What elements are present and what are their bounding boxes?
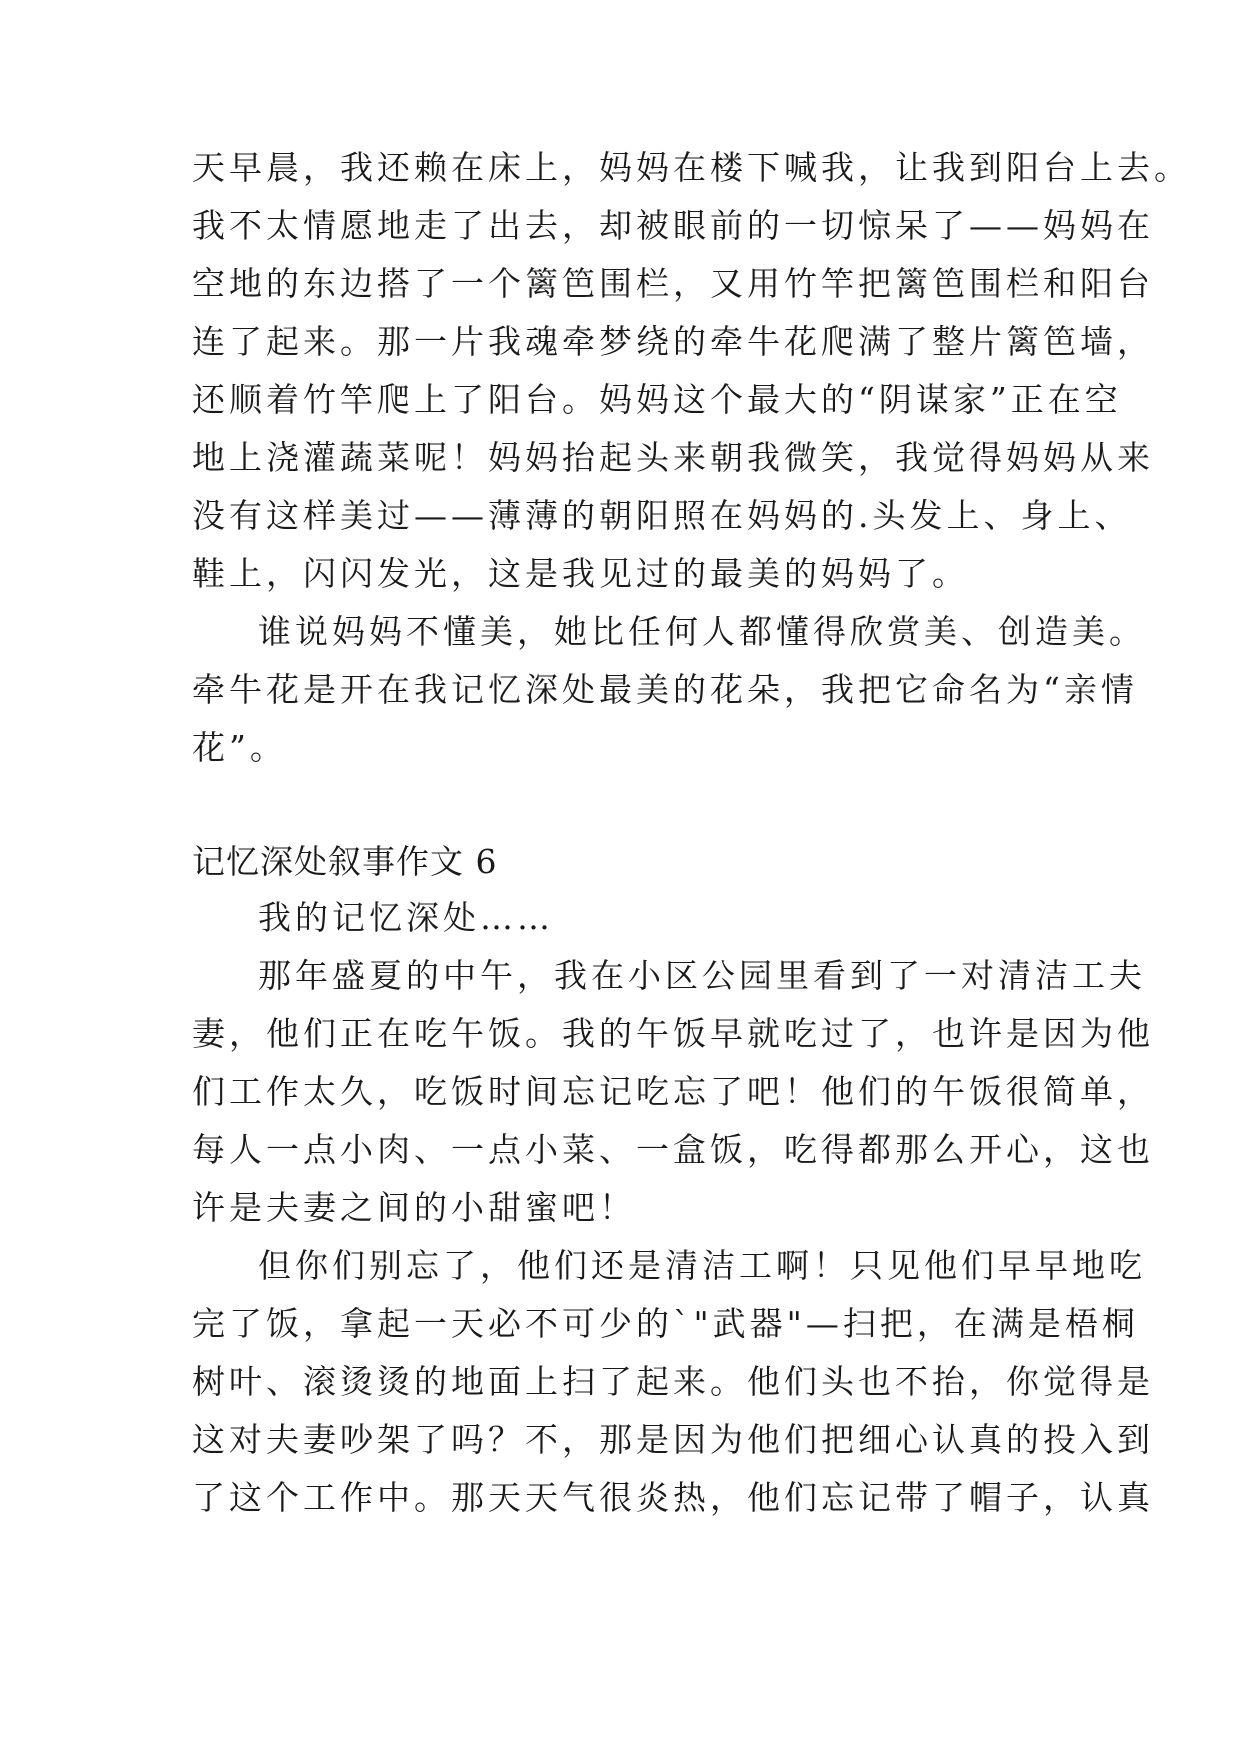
text-line: 妻，他们正在吃午饭。我的午饭早就吃过了，也许是因为他	[192, 1014, 1154, 1053]
text-line: 但你们别忘了，他们还是清洁工啊！只见他们早早地吃	[258, 1246, 1146, 1285]
text-line: 这对夫妻吵架了吗？不，那是因为他们把细心认真的投入到	[192, 1420, 1154, 1459]
text-line: 天早晨，我还赖在床上，妈妈在楼下喊我，让我到阳台上去。	[192, 148, 1191, 187]
text-line: 完了饭，拿起一天必不可少的`"武器"—扫把，在满是梧桐	[192, 1304, 1139, 1343]
text-line: 每人一点小肉、一点小菜、一盒饭，吃得都那么开心，这也	[192, 1130, 1154, 1169]
text-line: 我不太情愿地走了出去，却被眼前的一切惊呆了——妈妈在	[192, 206, 1154, 245]
text-line: 地上浇灌蔬菜呢！妈妈抬起头来朝我微笑，我觉得妈妈从来	[192, 438, 1154, 477]
text-line: 许是夫妻之间的小甜蜜吧！	[192, 1188, 636, 1227]
text-line: 谁说妈妈不懂美，她比任何人都懂得欣赏美、创造美。	[258, 612, 1146, 651]
text-line: 那年盛夏的中午，我在小区公园里看到了一对清洁工夫	[258, 956, 1146, 995]
text-line: 了这个工作中。那天天气很炎热，他们忘记带了帽子，认真	[192, 1478, 1154, 1517]
text-line: 我的记忆深处……	[258, 898, 554, 937]
text-line: 还顺着竹竿爬上了阳台。妈妈这个最大的“阴谋家”正在空	[192, 380, 1122, 419]
text-line: 连了起来。那一片我魂牵梦绕的牵牛花爬满了整片篱笆墙，	[192, 322, 1154, 361]
text-line: 空地的东边搭了一个篱笆围栏，又用竹竿把篱笆围栏和阳台	[192, 264, 1154, 303]
text-line: 鞋上，闪闪发光，这是我见过的最美的妈妈了。	[192, 554, 969, 593]
text-line: 花”。	[192, 728, 287, 767]
text-line: 们工作太久，吃饭时间忘记吃忘了吧！他们的午饭很简单，	[192, 1072, 1154, 1111]
text-line: 树叶、滚烫烫的地面上扫了起来。他们头也不抬，你觉得是	[192, 1362, 1154, 1401]
text-line: 牵牛花是开在我记忆深处最美的花朵，我把它命名为“亲情	[192, 670, 1138, 709]
text-line: 没有这样美过——薄薄的朝阳照在妈妈的.头发上、身上、	[192, 496, 1132, 535]
section-title: 记忆深处叙事作文 6	[192, 842, 498, 881]
